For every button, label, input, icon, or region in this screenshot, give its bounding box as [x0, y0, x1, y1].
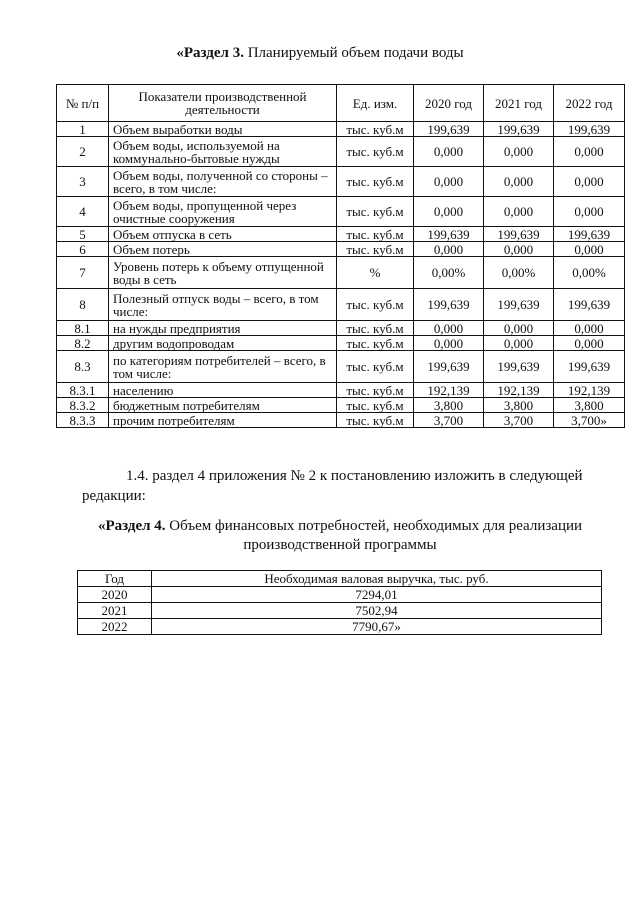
indicator-name: Объем воды, пропущенной через очистные сооружения: [109, 197, 337, 227]
header-cell: Показатели производственной деятельности: [109, 85, 337, 122]
value-2020: 0,000: [414, 197, 484, 227]
value-2021: 0,000: [484, 197, 554, 227]
value-2020: 3,800: [414, 398, 484, 413]
unit-cell: тыс. куб.м: [337, 167, 414, 197]
value-2020: 3,700: [414, 413, 484, 428]
unit-cell: %: [337, 257, 414, 289]
value-2021: 199,639: [484, 351, 554, 383]
table-header-row: [57, 85, 625, 122]
unit-cell: тыс. куб.м: [337, 321, 414, 336]
section-3-title-bold: «Раздел 3.: [176, 45, 244, 61]
value-2021: 0,00%: [484, 257, 554, 289]
row-number: 8.3.3: [57, 413, 109, 428]
table-row: [57, 242, 625, 257]
header-cell: Необходимая валовая выручка, тыс. руб.: [152, 571, 602, 587]
unit-cell: тыс. куб.м: [337, 383, 414, 398]
value-2022: 199,639: [554, 289, 625, 321]
header-cell: 2022 год: [554, 85, 625, 122]
unit-cell: тыс. куб.м: [337, 289, 414, 321]
value-2020: 199,639: [414, 227, 484, 242]
value-2022: 3,800: [554, 398, 625, 413]
value-2021: 0,000: [484, 167, 554, 197]
row-number: 8: [57, 289, 109, 321]
year-cell: 2021: [78, 603, 152, 619]
year-cell: 2022: [78, 619, 152, 635]
table-row: [57, 167, 625, 197]
table-row: [57, 413, 625, 428]
water-supply-table: [56, 84, 625, 428]
section-3-title: [0, 45, 640, 62]
indicator-name: населению: [109, 383, 337, 398]
value-2021: 0,000: [484, 137, 554, 167]
indicator-name: Объем отпуска в сеть: [109, 227, 337, 242]
value-2020: 199,639: [414, 351, 484, 383]
row-number: 5: [57, 227, 109, 242]
table-row: [78, 587, 602, 603]
table-row: [57, 383, 625, 398]
table-row: [57, 227, 625, 242]
value-2021: 0,000: [484, 321, 554, 336]
value-2021: 199,639: [484, 227, 554, 242]
table-row: [57, 398, 625, 413]
table-row: [57, 351, 625, 383]
table-row: [57, 321, 625, 336]
indicator-name: другим водопроводам: [109, 336, 337, 351]
value-2020: 0,000: [414, 242, 484, 257]
row-number: 8.2: [57, 336, 109, 351]
value-2022: 0,000: [554, 321, 625, 336]
value-2022: 199,639: [554, 227, 625, 242]
value-2022: 199,639: [554, 351, 625, 383]
indicator-name: Полезный отпуск воды – всего, в том числе:: [109, 289, 337, 321]
section-4-title-text: Объем финансовых потребностей, необходимых для реализации производственной программы: [165, 518, 583, 553]
section-4-title: [40, 517, 640, 555]
indicator-name: Уровень потерь к объему отпущенной воды в сеть: [109, 257, 337, 289]
value-2021: 3,800: [484, 398, 554, 413]
unit-cell: тыс. куб.м: [337, 413, 414, 428]
value-2022: 0,000: [554, 242, 625, 257]
indicator-name: прочим потребителям: [109, 413, 337, 428]
amendment-paragraph: 1.4. раздел 4 приложения № 2 к постановлению изложить в следующей редакции:: [82, 468, 583, 504]
header-cell: № п/п: [57, 85, 109, 122]
unit-cell: тыс. куб.м: [337, 351, 414, 383]
table-row: [57, 336, 625, 351]
value-2021: 0,000: [484, 242, 554, 257]
table-header-row: [78, 571, 602, 587]
revenue-cell: 7502,94: [152, 603, 602, 619]
unit-cell: тыс. куб.м: [337, 227, 414, 242]
value-2020: 0,000: [414, 321, 484, 336]
row-number: 1: [57, 122, 109, 137]
value-2022: 0,000: [554, 197, 625, 227]
value-2021: 192,139: [484, 383, 554, 398]
unit-cell: тыс. куб.м: [337, 398, 414, 413]
value-2022: 0,00%: [554, 257, 625, 289]
section-4-title-bold: «Раздел 4.: [97, 518, 166, 534]
value-2020: 199,639: [414, 289, 484, 321]
value-2022: 0,000: [554, 336, 625, 351]
value-2020: 0,00%: [414, 257, 484, 289]
indicator-name: Объем выработки воды: [109, 122, 337, 137]
revenue-cell: 7294,01: [152, 587, 602, 603]
value-2021: 0,000: [484, 336, 554, 351]
row-number: 8.1: [57, 321, 109, 336]
value-2021: 199,639: [484, 122, 554, 137]
value-2020: 0,000: [414, 167, 484, 197]
value-2020: 0,000: [414, 336, 484, 351]
indicator-name: по категориям потребителей – всего, в том числе:: [109, 351, 337, 383]
unit-cell: тыс. куб.м: [337, 242, 414, 257]
unit-cell: тыс. куб.м: [337, 197, 414, 227]
year-cell: 2020: [78, 587, 152, 603]
section-3-title-text: Планируемый объем подачи воды: [243, 45, 464, 61]
row-number: 2: [57, 137, 109, 167]
value-2022: 0,000: [554, 137, 625, 167]
table-row: [57, 137, 625, 167]
indicator-name: бюджетным потребителям: [109, 398, 337, 413]
value-2020: 199,639: [414, 122, 484, 137]
unit-cell: тыс. куб.м: [337, 122, 414, 137]
indicator-name: Объем воды, используемой на коммунально-бытовые нужды: [109, 137, 337, 167]
table-row: [78, 603, 602, 619]
unit-cell: тыс. куб.м: [337, 137, 414, 167]
revenue-cell: 7790,67»: [152, 619, 602, 635]
value-2020: 0,000: [414, 137, 484, 167]
indicator-name: на нужды предприятия: [109, 321, 337, 336]
row-number: 3: [57, 167, 109, 197]
indicator-name: Объем потерь: [109, 242, 337, 257]
unit-cell: тыс. куб.м: [337, 336, 414, 351]
table-row: [57, 122, 625, 137]
row-number: 8.3.2: [57, 398, 109, 413]
value-2022: 192,139: [554, 383, 625, 398]
table-row: [57, 257, 625, 289]
header-cell: 2021 год: [484, 85, 554, 122]
table-row: [78, 619, 602, 635]
header-cell: Ед. изм.: [337, 85, 414, 122]
row-number: 8.3.1: [57, 383, 109, 398]
value-2020: 192,139: [414, 383, 484, 398]
value-2021: 199,639: [484, 289, 554, 321]
row-number: 7: [57, 257, 109, 289]
row-number: 8.3: [57, 351, 109, 383]
indicator-name: Объем воды, полученной со стороны – всего, в том числе:: [109, 167, 337, 197]
header-cell: Год: [78, 571, 152, 587]
row-number: 6: [57, 242, 109, 257]
value-2022: 199,639: [554, 122, 625, 137]
value-2022: 0,000: [554, 167, 625, 197]
row-number: 4: [57, 197, 109, 227]
value-2021: 3,700: [484, 413, 554, 428]
financial-needs-table: [77, 570, 602, 635]
header-cell: 2020 год: [414, 85, 484, 122]
value-2022: 3,700»: [554, 413, 625, 428]
table-row: [57, 197, 625, 227]
table-row: [57, 289, 625, 321]
